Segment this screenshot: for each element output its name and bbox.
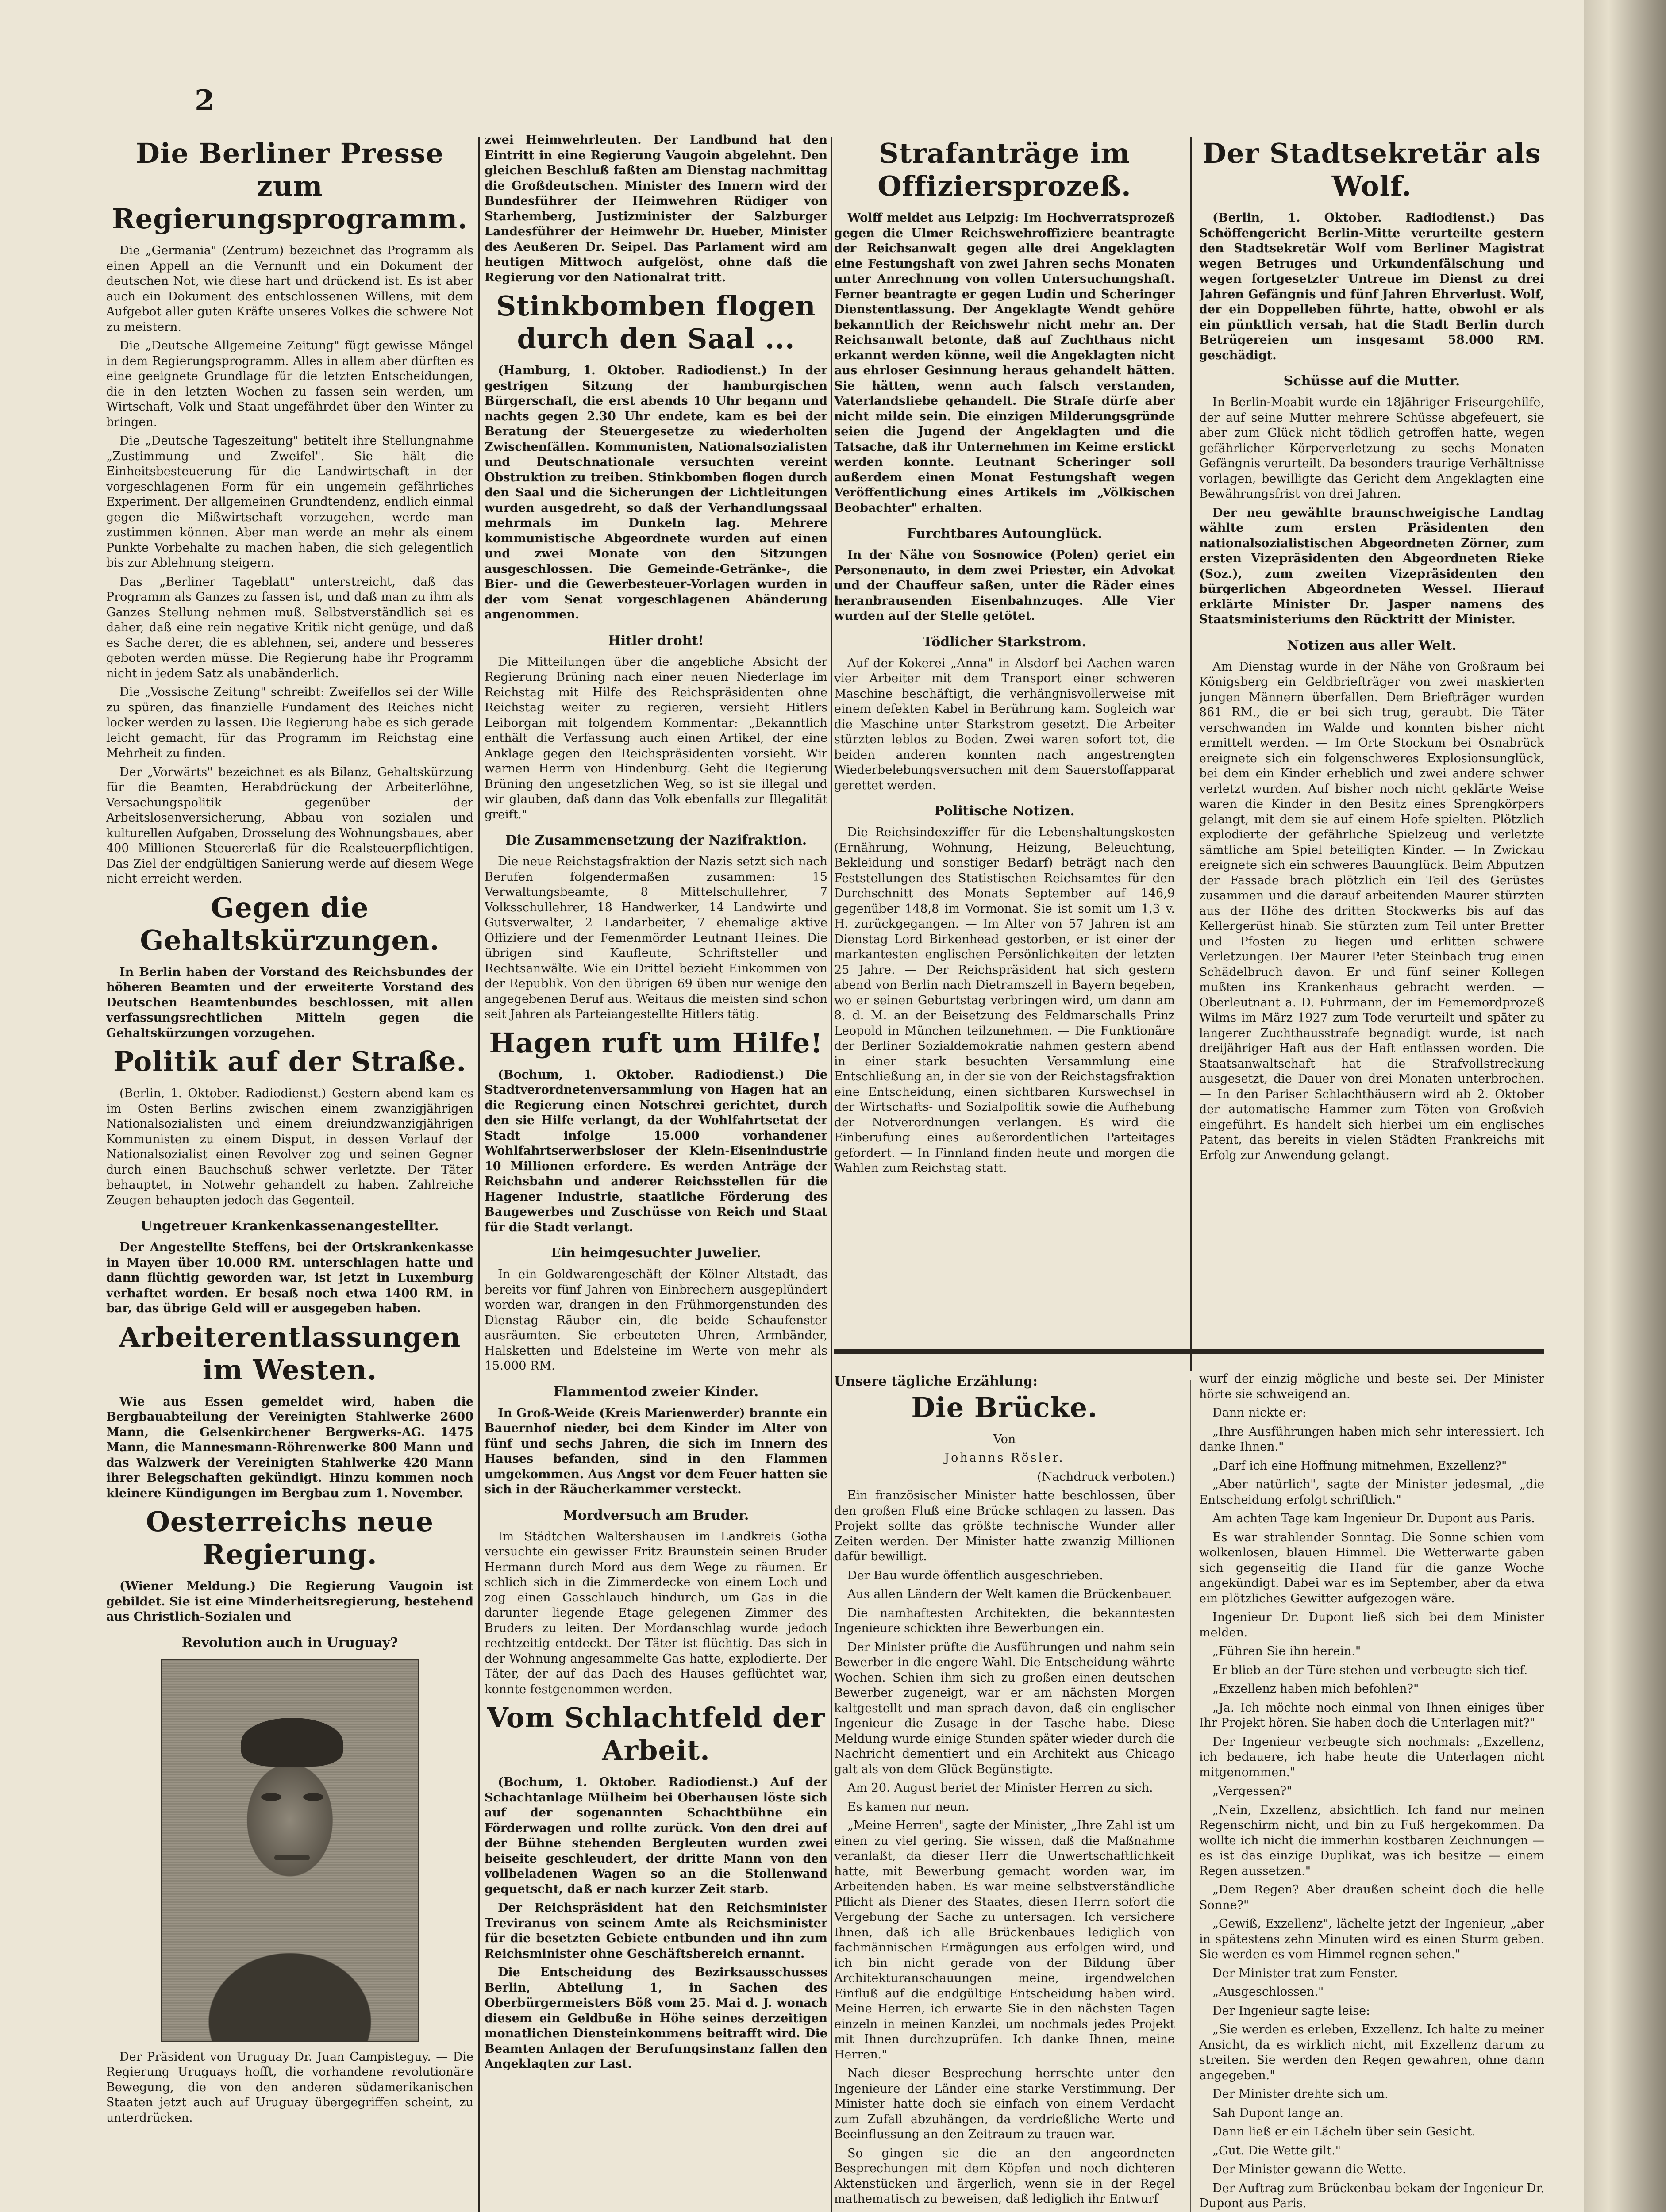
headline-austria-government: Oesterreichs neue Regierung. [146,1505,434,1571]
paragraph: „Meine Herren", sagte der Minister, „Ihre Zahl ist um einen zu viel gering. Sie wissen, daß die Maßnahme veranlaßt, da dieser Herr die Unwertschaftlichkeit hatte, mit Bewerbung gemacht worden war, im Arbeitenden haben. Es war meine selbstverständliche Pflicht als Diener des Staates, diesen Herrn sofort die Vergebung der Sache zu untersagen. Ich versichere Ihnen, daß ich alle Brückenbaues lediglich von fachmännischen Ermägungen aus erfolgen wird, und ich bin nicht gerade von der Bildung über Architekturanschauungen meine, irgendwelchen Einfluß auf die endgültige Entscheidung haben wird. Meine Herren, ich erwarte Sie in den nächsten Tagen einzeln in meinen Kanzlei, um nochmals jedes Projekt mit Ihnen durchzuprüfen. Ich danke Ihnen, meine Herren." [834,1819,1175,2062]
paragraph: Er blieb an der Türe stehen und verbeugte sich tief. [1212,1663,1528,1677]
paragraph: Die Reichsindexziffer für die Lebenshaltungskosten (Ernährung, Wohnung, Heizung, Beleuchtung, Bekleidung und sonstiger Bedarf) beträgt nach den Feststellungen des Statistischen Reichsamtes für den Durchschnitt des Monats September auf 146,9 gegenüber 148,8 im Vormonat. Sie ist somit um 1,3 v. H. zurückgegangen. — Im Alter von 57 Jahren ist am Dienstag Lord Birkenhead gestorben, er ist einer der markantesten englischen Persönlichkeiten der letzten 25 Jahre. — Der Reichspräsident hat sich gestern abend von Berlin nach Dietramszell in Bayern begeben, wo er seinen Geburtstag verbringen wird, um dann am 8. d. M. an der Beisetzung des Feldmarschalls Prinz Leopold in München teilzunehmen. — Die Funktionäre der Berliner Sozialdemokratie nahmen gestern abend in einer stark besuchten Versammlung eine Entschließung an, in der sie von der Reichstagsfraktion eine Entscheidung, einen sichtbaren Kurswechsel in der Wirtschafts- und Sozialpolitik sowie die Aufhebung der Notverordnungen verlangen. Es wird die Einberufung eines außerordentlichen Parteitages gefordert. — In Finnland finden heute und morgen die Wahlen zum Reichstag statt. [834,826,1175,1175]
subhead-insurance-clerk: Ungetreuer Krankenkassenangestellter. [140,1218,439,1234]
paragraph: Der Ingenieur verbeugte sich nochmals: „Exzellenz, ich bedauere, ich habe heute die Unterlagen nicht mitgenommen." [1199,1735,1544,1779]
story-title: Die Brücke. [911,1391,1098,1424]
paragraph: In Groß-Weide (Kreis Marienwerder) brannte ein Bauernhof nieder, bei dem Kinder im Alter von fünf und sechs Jahren, die sich im Innern des Hauses befanden, sind in den Flammen umgekommen. Aus Angst vor dem Feuer hatten sie sich in der Räucherkammer versteckt. [485,1406,827,1496]
paragraph: Am Dienstag wurde in der Nähe von Großraum bei Königsberg ein Geldbriefträger von zwei maskierten jungen Männern überfallen. Dem Briefträger wurden 861 RM., die er bei sich trug, geraubt. Die Täter verschwanden im Walde und konnten bisher nicht ermittelt werden. — Im Orte Stockum bei Osnabrück ereignete sich ein folgenschweres Explosionsunglück, bei dem ein Kinder erheblich und zwei andere schwer verletzt wurden. Auf bisher noch nicht geklärte Weise waren die Kinder in den Besitz eines Sprengkörpers gelangt, mit dem sie auf einem Hofe spielten. Plötzlich explodierte der gefährliche Spielzeug und verletzte sämtliche am Spiel beteiligten Kinder. — In Zwickau ereignete sich ein schweres Bauunglück. Beim Abputzen der Fassade brach plötzlich ein Teil des Gerüstes zusammen und die darauf arbeitenden Maurer stürzten aus der Höhe des dritten Stockwerks bis auf das Kellergerüst hinab. Sie stürzten zum Teil unter Bretter und Pfosten zu liegen und erlitten schwere Verletzungen. Der Maurer Peter Steinbach trug einen Schädelbruch davon. Er und fünf seiner Kollegen mußten ins Krankenhaus gebracht werden. — Oberleutnant a. D. Fuhrmann, der im Fememordprozeß Wilms im März 1927 zum Tode verurteilt und später zu langerer Zuchthausstrafe begnadigt wurde, ist nach dreijähriger Haft aus der Haft entlassen worden. Die Staatsanwaltschaft hat die Strafvollstreckung ausgesetzt, die Dauer von drei Monaten unterbrochen. — In den Pariser Schlachthäusern wird ab 2. Oktober der automatische Hammer zum Töten von Großvieh eingeführt. Es handelt sich hierbei um ein englisches Patent, das bereits in vielen Städten Frankreichs mit Erfolg zur Anwendung gelangt. [1199,660,1544,1162]
paragraph: In Berlin-Moabit wurde ein 18jähriger Friseurgehilfe, der auf seine Mutter mehrere Schüsse abgefeuert, sie aber zum Glück nicht tödlich getroffen hatte, wegen gefährlicher Körperverletzung zu sechs Monaten Gefängnis verurteilt. Da besonders traurige Verhältnisse vorlagen, bewilligte das Gericht dem Angeklagten eine Bewährungsfrist von drei Jahren. [1199,396,1544,501]
paragraph: (Bochum, 1. Oktober. Radiodienst.) Auf der Schachtanlage Mülheim bei Oberhausen löste sich auf der sogenannten Schachtbühne ein Förderwagen und rollte zurück. Von den drei auf der Bühne stehenden Bergleuten wurden zwei beiseite geschleudert, der dritte Mann von den vollbeladenen Wagen so an die Stollenwand gequetscht, daß er nach kurzer Zeit starb. [485,1775,827,1896]
paragraph: Der Minister prüfte die Ausführungen und nahm sein Bewerber in die engere Wahl. Die Entscheidung währte Wochen. Schien ihm sich zu großen einen deutschen Bewerber zugeneigt, war er am nächsten Morgen kaltgestellt und man sprach davon, daß ein englischer Ingenieur die Zusage in der Tasche habe. Diese Meldung wurde einige Stunden später wieder durch die Nachricht dementiert und ein Architekt aus Chicago galt als von dem Glück Begünstigte. [834,1640,1175,1776]
paragraph: (Hamburg, 1. Oktober. Radiodienst.) In der gestrigen Sitzung der hamburgischen Bürgerschaft, die erst abends 10 Uhr begann und nachts gegen 2.30 Uhr endete, kam es bei der Beratung der Steuergesetze zu wiederholten Zwischenfällen. Kommunisten, Nationalsozialisten und Deutschnationale versuchten vereint Obstruktion zu treiben. Stinkbomben flogen durch den Saal und die Sicherungen der Lichtleitungen wurden ausgedreht, so daß der Verhandlungssaal mehrmals im Dunkeln lag. Mehrere kommunistische Abgeordnete wurden auf einen und zwei Monate von den Sitzungen ausgeschlossen. Die Gemeinde-Getränke-, die Bier- und die Gewerbesteuer-Vorlagen wurden in der vom Senat vorgeschlagenen Abänderung angenommen. [485,364,827,622]
subhead-high-voltage: Tödlicher Starkstrom. [923,634,1086,650]
paragraph: Der Minister trat zum Fenster. [1212,1966,1398,1980]
paragraph: Das „Berliner Tageblatt" unterstreicht, daß das Programm als Ganzes zu fassen ist, und daß man zu ihm als Ganzes Stellung nehmen muß. Selbstverständlich sei es daher, daß eine rein negative Kritik nicht genüge, und daß es Sache derer, die es ablehnen, sei, andere und besseres geboten werden müsse. Die Regierung habe ihr Programm nicht in jedem Satz als unabänderlich. [106,575,473,680]
paragraph: In der Nähe von Sosnowice (Polen) geriet ein Personenauto, in dem zwei Priester, ein Advokat und der Chauffeur saßen, unter die Räder eines heranbrausenden Eisenbahnzuges. Alle Vier wurden auf der Stelle getötet. [834,548,1175,623]
paragraph: (Bochum, 1. Oktober. Radiodienst.) Die Stadtverordnetenversammlung von Hagen hat an die Regierung einen Notschrei gerichtet, durch den sie Hilfe verlangt, da der Wohlfahrtsetat der Stadt infolge 15.000 vorhandener Wohlfahrtserwerbsloser der Klein-Eisenindustrie 10 Millionen erfordere. Es werden Anträge der Reichsbahn und anderer Reichsstellen für die Hagener Industrie, staatliche Förderung des Baugewerbes und Zuschüsse von Reich und Staat für die Stadt verlangt. [485,1068,827,1234]
paragraph: „Aber natürlich", sagte der Minister jedesmal, „die Entscheidung erfolgt schriftlich." [1199,1478,1544,1507]
subhead-attempted-murder: Mordversuch am Bruder. [563,1507,749,1523]
paragraph: „Gut. Die Wette gilt." [1212,2143,1341,2158]
paragraph: Die „Vossische Zeitung" schreibt: Zweifellos sei der Wille zu spüren, das finanzielle Fundament des Reiches nicht locker werden zu lassen. Die Regierung habe es sich gerade leicht gemacht, für das Programm im Reichstag eine Mehrheit zu finden. [106,685,473,760]
headline-city-secretary: Der Stadtsekretär als Wolf. [1202,137,1541,202]
paragraph: Am achten Tage kam Ingenieur Dr. Dupont aus Paris. [1212,1512,1535,1525]
story-author: Johanns Rösler. [944,1451,1065,1465]
subhead-hitler-threatens: Hitler droht! [608,633,704,649]
paragraph: Die neue Reichstagsfraktion der Nazis setzt sich nach Berufen folgendermaßen zusammen: 15 Verwaltungsbeamte, 8 Mittelschullehrer, 7 Volksschullehrer, 18 Handwerker, 14 Landwirte und Gutsverwalter, 2 Landarbeiter, 7 ehemalige aktive Offiziere und der Femenmörder Leutnant Heines. Die übrigen sind Kaufleute, Schriftsteller und Rechtsanwälte. Wie ein Drittel bezieht Einkommen von der Republik. Von den übrigen 69 üben nur wenige den angegebenen Beruf aus. Weitaus die meisten sind schon seit Jahren als Parteiangestellte Hitlers tätig. [485,855,827,1021]
paragraph: Der Reichspräsident hat den Reichsminister Treviranus von seinem Amte als Reichsminister für die besetzten Gebiete entbunden und ihn zum Reichsminister ohne Geschäftsbereich ernannt. [485,1901,827,1961]
paragraph: Die „Deutsche Allgemeine Zeitung" fügt gewisse Mängel in dem Regierungsprogramm. Alles in allem aber dürften es eine geeignete Grundlage für die letzten Entscheidungen, die in den letzten Wochen zu fassen sein werden, um Wirtschaft, Volk und Staat ungefährdet über den Winter zu bringen. [106,339,473,429]
paragraph: Ein französischer Minister hatte beschlossen, über den großen Fluß eine Brücke schlagen zu lassen. Das Projekt sollte das größte technische Wunder aller Zeiten werden. Der Minister hatte zwanzig Millionen dafür bewilligt. [834,1489,1175,1563]
paragraph: wurf der einzig mögliche und beste sei. Der Minister hörte sie schweigend an. [1199,1372,1544,1401]
portrait-photo [161,1659,419,2042]
photo-detail [241,1718,343,1767]
paragraph: Dann ließ er ein Lächeln über sein Gesicht. [1212,2125,1476,2139]
paragraph: Die „Germania" (Zentrum) bezeichnet das Programm als einen Appell an die Vernunft und ein Dokument der deutschen Not, wie diese hart und drückend ist. Es ist aber auch ein Dokument des entschlossenen Willens, mit dem Aufgebot aller guten Kräfte unseres Volkes die schwere Not zu meistern. [106,244,473,334]
paragraph: „Gewiß, Exzellenz", lächelte jetzt der Ingenieur, „aber in spätestens zehn Minuten wird es einen Sturm geben. Sie werden es vom Himmel regnen sehen." [1199,1917,1544,1961]
photo-detail [261,1793,281,1801]
paragraph: Ingenieur Dr. Dupont ließ sich bei dem Minister melden. [1199,1610,1544,1640]
paragraph: Der neu gewählte braunschweigische Landtag wählte zum ersten Präsidenten den nationalsozialistischen Abgeordneten Zörner, zum ersten Vizepräsidenten den Abgeordneten Rieke (Soz.), zum zweiten Vizepräsidenten den bürgerlichen Abgeordneten Wessel. Hierauf erklärte Minister Dr. Jasper namens des Staatsministeriums den Rücktritt der Minister. [1199,506,1544,626]
headline-stink-bombs: Stinkbomben flogen durch den Saal ... [496,290,816,355]
paragraph: Die Entscheidung des Bezirksausschusses Berlin, Abteilung 1, in Sachen des Oberbürgermeisters Böß vom 25. Mai d. J. wonach diesem ein Geldbuße in Höhe seines derzeitigen monatlichen Diensteinkommens beitrafft wird. Die Beamten Anlagen der Berufungsinstanz fallen den Angeklagten zur Last. [485,1966,827,2071]
headline-salary-cuts: Gegen die Gehaltskürzungen. [140,891,440,956]
paragraph: Dann nickte er: [1212,1406,1307,1420]
paragraph: Der „Vorwärts" bezeichnet es als Bilanz, Gehaltskürzung für die Beamten, Herabdrückung der Arbeiterlöhne, Versachungspolitik gegenüber der Arbeitslosenversicherung, Abbau von sozialen und kulturellen Aufgaben, Drosselung des Wohnungsbaues, aber 400 Millionen Steuererlaß für die Realsteuerpflichtigen. Das Ziel der endgültigen Sanierung werde auf diesem Wege nicht erreicht werden. [106,765,473,886]
paragraph: Sah Dupont lange an. [1212,2106,1343,2120]
paragraph: „Exzellenz haben mich befohlen?" [1212,1682,1419,1696]
story-column-left [834,1371,1175,2212]
subhead-political-notes: Politische Notizen. [934,803,1075,819]
paragraph: Der Minister drehte sich um. [1212,2087,1389,2101]
paragraph: „Ihre Ausführungen haben mich sehr interessiert. Ich danke Ihnen." [1199,1425,1544,1454]
paragraph: Wie aus Essen gemeldet wird, haben die Bergbauabteilung der Vereinigten Stahlwerke 2600 Mann, die Gelsenkirchener Bergwerks-AG. 1475 Mann, die Mannesmann-Röhrenwerke 800 Mann und das Walzwerk der Vereinigten Stahlwerke 420 Mann ihrer Belegschaften gekündigt. Hinzu kommen noch kleinere Kündigungen im Bergbau zum 1. November. [106,1394,473,1500]
headline-layoffs-west: Arbeiterentlassungen im Westen. [119,1321,461,1386]
headline-labor-battlefield: Vom Schlachtfeld der Arbeit. [487,1701,825,1767]
subhead-children-fire: Flammentod zweier Kinder. [553,1384,759,1400]
column-rule [831,137,832,2212]
paragraph: So gingen sie die an den angeordneten Besprechungen mit dem Köpfen und noch dichteren Aktenstücken und ärgerlich, wenn sie in der Regel mathematisch zu beweisen, daß lediglich ihr Entwurf [834,2146,1175,2206]
column-2 [485,133,827,2212]
paragraph: In ein Goldwarengeschäft der Kölner Altstadt, das bereits vor fünf Jahren von Einbrechern ausgeplündert worden war, drangen in den Frühmorgenstunden des Dienstag Räuber ein, die beide Schaufenster ausräumten. Sie erbeuteten Uhren, Armbänder, Halsketten und Edelsteine im Werte von mehr als 15.000 RM. [485,1267,827,1373]
paragraph: Wolff meldet aus Leipzig: Im Hochverratsprozeß gegen die Ulmer Reichswehroffiziere beantragte der Reichsanwalt gegen alle drei Angeklagten eine Festungshaft von zwei Jahren sechs Monaten unter Anrechnung von vollen Untersuchungshaft. Ferner beantragte er gegen Ludin und Scheringer Dienstentlassung. Der Angeklagte Wendt gehöre bekanntlich der Reichswehr nicht mehr an. Der Reichsanwalt betonte, daß auf Zuchthaus nicht erkannt werden könne, weil die Angeklagten nicht aus ehrloser Gesinnung heraus gehandelt hätten. Sie hätten, wenn auch falsch verstanden, Vaterlandsliebe gehandelt. Die Strafe dürfe aber nicht milde sein. Die einzigen Milderungsgründe seien die Jugend der Angeklagten und die Tatsache, daß ihr Unternehmen im Keime erstickt werden konnte. Leutnant Scheringer soll außerdem einen Monat Festungshaft wegen Veröffentlichung eines Artikels im „Völkischen Beobachter" erhalten. [834,211,1175,515]
paragraph: „Dem Regen? Aber draußen scheint doch die helle Sonne?" [1199,1883,1544,1912]
paragraph: Der Auftrag zum Brückenbau bekam der Ingenieur Dr. Dupont aus Paris. [1199,2181,1544,2210]
paragraph: „Nein, Exzellenz, absichtlich. Ich fand nur meinen Regenschirm nicht, und bin zu Fuß hergekommen. Da wollte ich nicht die immerhin kostbaren Zeichnungen — es ist das einzige Duplikat, was ich besitze — einem Regen aussetzen." [1199,1803,1544,1878]
paragraph: Auf der Kokerei „Anna" in Alsdorf bei Aachen waren vier Arbeiter mit dem Transport einer schweren Maschine beschäftigt, die verhängnisvollerweise mit einem defekten Kabel in Berührung kam. Sogleich war die Maschine unter Starkstrom gesetzt. Die Arbeiter stürzten leblos zu Boden. Zwei waren sofort tot, die beiden anderen konnten nach angestrengten Wiederbelebungsversuchen mit dem Sauerstoffapparat gerettet werden. [834,656,1175,792]
paragraph: „Ja. Ich möchte noch einmal von Ihnen einiges über Ihr Projekt hören. Sie haben doch die Unterlagen mit?" [1199,1701,1544,1730]
paragraph: „Ausgeschlossen." [1212,1985,1324,1999]
story-column-right [1199,1371,1544,2212]
subhead-shots-mother: Schüsse auf die Mutter. [1283,373,1460,389]
paragraph: Die namhaftesten Architekten, die bekanntesten Ingenieure schickten ihre Bewerbungen ein. [834,1606,1175,1635]
paragraph: Die Mitteilungen über die angebliche Absicht der Regierung Brüning nach einer neuen Niederlage im Reichstag mit Hilfe des Reichspräsidenten ohne Reichstag weiter zu regieren, versieht Hitlers Leiborgan mit folgendem Kommentar: „Bekanntlich enthält die Verfassung auch einen Artikel, der eine Anklage gegen den Reichspräsidenten vorsieht. Wir warnen Herrn von Hindenburg. Geht die Regierung Brüning den ungesetzlichen Weg, so ist sie illegal und wir glauben, daß dann das Volk ebenfalls zur Illegalität greift." [485,655,827,822]
paragraph: (Berlin, 1. Oktober. Radiodienst.) Das Schöffengericht Berlin-Mitte verurteilte gestern den Stadtsekretär Wolf vom Berliner Magistrat wegen Betruges und Urkundenfälschung und wegen fortgesetzter Untreue im Dienst zu drei Jahren Gefängnis und fünf Jahren Ehrverlust. Wolf, der ein Doppelleben führte, hatte, obwohl er als ein pünktlich versah, hat die Stadt Berlin durch Betrügereien um insgesamt 58.000 RM. geschädigt. [1199,211,1544,362]
paragraph: Am 20. August beriet der Minister Herren zu sich. [847,1781,1153,1795]
story-by: Von [993,1432,1016,1446]
column-3 [834,133,1175,1367]
headline-hagen-help: Hagen ruft um Hilfe! [489,1026,823,1059]
page-binding-edge [1584,0,1666,2212]
story-note: (Nachdruck verboten.) [1037,1470,1175,1484]
headline-officers-trial: Strafanträge im Offiziersprozeß. [877,137,1131,202]
paragraph: zwei Heimwehrleuten. Der Landbund hat den Eintritt in eine Regierung Vaugoin abgelehnt. Den gleichen Beschluß faßten am Dienstag nachmittag die Großdeutschen. Minister des Innern wird der Bundesführer der Heimwehren Rüdiger von Starhemberg, Justizminister der Salzburger Landesführer der Heimwehr Dr. Hueber, Minister des Aeußeren Dr. Seipel. Das Parlament wird am heutigen Mittwoch aufgelöst, ohne daß die Regierung vor den Nationalrat tritt. [485,133,827,284]
paragraph: (Berlin, 1. Oktober. Radiodienst.) Gestern abend kam es im Osten Berlins zwischen einem zwanzigjährigen Nationalsozialisten und einem dreiundzwanzigjährigen Kommunisten zu einem Disput, in dessen Verlauf der Nationalsozialist einen Revolver zog und seinen Gegner durch einen Bauchschuß schwer verletzte. Der Täter behauptet, in Notwehr gehandelt zu haben. Zahlreiche Zeugen behaupten jedoch das Gegenteil. [106,1087,473,1207]
subhead-nazi-faction: Die Zusammensetzung der Nazifraktion. [505,833,807,848]
column-rule [1190,1380,1191,2212]
paragraph: Die „Deutsche Tageszeitung" betitelt ihre Stellungnahme „Zustimmung und Zweifel". Sie hält die Einheitsbesteuerung für die Landwirtschaft in der vorgeschlagenen Form für ein ungemein gefährliches Experiment. Der allgemeinen Grundtendenz, endlich einmal gegen die Mißwirtschaft vorzugehen, werde man zustimmen können. Aber man werde an mehr als einem Punkte Vorbehalte zu machen haben, die sich gelegentlich bis zur Ablehnung steigern. [106,434,473,570]
paragraph: (Wiener Meldung.) Die Regierung Vaugoin ist gebildet. Sie ist eine Minderheitsregierung, bestehend aus Christlich-Sozialen und [106,1579,473,1624]
paragraph: „Sie werden es erleben, Exzellenz. Ich halte zu meiner Ansicht, da es wirklich nicht, mit Exzellenz darum zu streiten. Sie werden den Regen gewahren, ohne dann angegeben." [1199,2023,1544,2082]
headline-press-review: Die Berliner Presse zum Regierungsprogramm. [112,137,468,235]
paragraph: „Führen Sie ihn herein." [1212,1644,1361,1658]
paragraph: „Vergessen?" [1212,1784,1292,1798]
page-number: 2 [195,84,215,117]
photo-caption: Der Präsident von Uruguay Dr. Juan Campisteguy. — Die Regierung Uruguays hofft, die vorhandene revolutionäre Bewegung, die von den anderen südamerikanischen Staaten jetzt auch auf Uruguay übergegriffen scheint, zu unterdrücken. [106,2050,473,2125]
paragraph: In Berlin haben der Vorstand des Reichsbundes der höheren Beamten und der erweiterte Vorstand des Deutschen Beamtenbundes beschlossen, mit allen verfassungsrechtlichen Mitteln gegen die Gehaltskürzungen vorzugehen. [106,965,473,1040]
column-4 [1199,133,1544,1367]
subhead-auto-accident: Furchtbares Autounglück. [907,526,1102,541]
column-1 [106,133,473,2212]
paragraph: Der Minister gewann die Wette. [1212,2162,1406,2176]
paragraph: Der Ingenieur sagte leise: [1212,2004,1370,2018]
photo-title: Revolution auch in Uruguay? [181,1635,398,1651]
subhead-jeweler: Ein heimgesuchter Juwelier. [551,1245,761,1261]
column-rule [1190,137,1192,1371]
paragraph: Im Städtchen Waltershausen im Landkreis Gotha versuchte ein gewisser Fritz Braunstein seinen Bruder Hermann durch Mord aus dem Wege zu räumen. Er schlich sich in die Zimmerdecke von einem Loch und zog einen Gasschlauch hindurch, um Gas in die darunter liegende Etage gelegenen Zimmer des Bruders zu leiten. Der Mordanschlag wurde jedoch rechtzeitig entdeckt. Der Täter ist flüchtig. Das sich in der Wohnung angesammelte Gas hatte, explodierte. Der Täter, der auf das Dach des Hauses geflüchtet war, konnte festgenommen werden. [485,1529,827,1696]
headline-street-politics: Politik auf der Straße. [113,1045,467,1078]
subhead-world-notes: Notizen aus aller Welt. [1287,637,1457,653]
paragraph: Der Angestellte Steffens, bei der Ortskrankenkasse in Mayen über 10.000 RM. unterschlagen hatte und dann flüchtig geworden war, ist jetzt in Luxemburg verhaftet worden. Er besaß noch etwa 1400 RM. in bar, das übrige Geld will er ausgegeben haben. [106,1240,473,1315]
photo-detail [274,1855,310,1860]
story-kicker: Unsere tägliche Erzählung: [834,1374,1038,1389]
paragraph: Nach dieser Besprechung herrschte unter den Ingenieure der Länder eine starke Verstimmung. Der Minister hatte doch sie einfach von einem Verdacht zum Zufall abzuhängen, da verdrießliche Werte und Beeinflussung an den Zeitraum zu trauen war. [834,2066,1175,2141]
paragraph: Aus allen Ländern der Welt kamen die Brückenbauer. [847,1587,1172,1601]
paragraph: „Darf ich eine Hoffnung mitnehmen, Exzellenz?" [1212,1459,1507,1473]
paragraph: Der Bau wurde öffentlich ausgeschrieben. [847,1568,1104,1582]
photo-detail [303,1793,323,1801]
paragraph: Es kamen nur neun. [847,1800,970,1814]
column-rule [478,137,480,2212]
paragraph: Es war strahlender Sonntag. Die Sonne schien vom wolkenlosen, blauen Himmel. Die Wetterwarte gaben sich gegenseitig die Hand für die ganze Woche angekündigt. Dabei war es im September, aber da etwa ein plötzliches Gewitter aufgezogen wäre. [1199,1530,1544,1605]
